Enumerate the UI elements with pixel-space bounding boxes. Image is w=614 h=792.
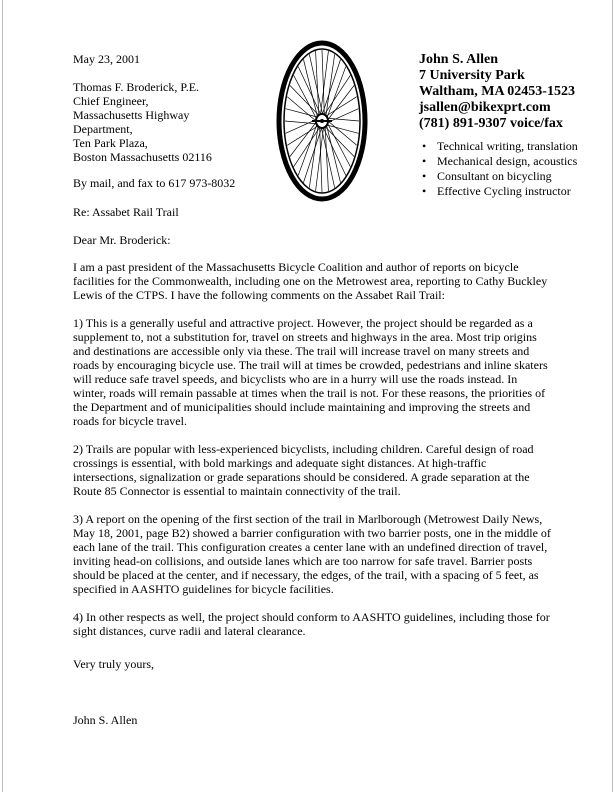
page-right-edge [612,0,613,792]
body-paragraph: 3) A report on the opening of the first section of the trail in Marlborough (Metrowest Daily News, May 18, 2001, page B2) showed a barrier configuration with two barrier posts, one in the middle of each lane of the trail. This configuration creates a center lane with an undefined direction of travel, inviting head-on collisions, and outside lanes which are too narrow for safe travel. Barrier posts should be placed at the center, and if necessary, the edges, of the trail, with a spacing of 5 feet, as specified in AASHTO guidelines for bicycle facilities. [73,512,551,596]
body-paragraph: I am a past president of the Massachusetts Bicycle Coalition and author of reports on bicycle facilities for the Commonwealth, including one on the Metrowest area, reporting to Cathy Buckley Lewis of the CTPS. I have the following comments on the Assabet Rail Trail: [73,260,548,302]
skill-label: Effective Cycling instructor [437,184,571,198]
letter-date: May 23, 2001 [73,52,140,66]
page-left-edge [2,0,3,792]
salutation: Dear Mr. Broderick: [73,233,171,247]
recipient-line: Boston Massachusetts 02116 [73,150,212,164]
wheel-spoke [326,124,340,182]
recipient-line: Massachusetts Highway [73,108,190,122]
wheel-spoke [320,126,322,192]
wheel-spoke [322,50,324,116]
bullet-icon: • [422,169,427,183]
bullet-icon: • [422,139,427,153]
recipient-line: Thomas F. Broderick, P.E. [73,80,200,94]
sender-city: Waltham, MA 02453-1523 [419,84,575,99]
recipient-address [73,80,212,164]
recipient-line: Department, [73,122,133,136]
skill-item [419,169,578,184]
subject-line: Re: Assabet Rail Trail [73,205,179,219]
recipient-line: Chief Engineer, [73,94,149,108]
letter-body [73,260,553,652]
skill-label: Consultant on bicycling [437,169,552,183]
bullet-icon: • [422,184,427,198]
body-paragraph: 1) This is a generally useful and attractive project. However, the project should be regarded as a supplement to, not a substitution for, travel on streets and highways in the area. Most trip origins and destinations are accessible only via these. The trail will increase travel on many streets and roads by encouraging bicycle use. The trail will at times be crowded, pedestrians and inline skaters will reduce safe travel speeds, and bicyclists who are in a hurry will use the roads instead. In winter, roads will remain passable at times when the trail is not. For these reasons, the priorities of the Department and of municipalities should include maintaining and improving the streets and roads for bicycle travel. [73,316,548,428]
skill-label: Technical writing, translation [437,139,578,153]
recipient-line: Ten Park Plaza, [73,136,148,150]
signature-name: John S. Allen [73,713,138,727]
skill-label: Mechanical design, acoustics [437,154,578,168]
letterhead [419,52,575,132]
delivery-method: By mail, and fax to 617 973-8032 [73,176,236,190]
skill-item [419,184,578,199]
skill-item [419,154,578,169]
body-paragraph: 2) Trails are popular with less-experienced bicyclists, including children. Careful design of road crossings is essential, with bold markings and adequate sight distances. At high-traffic intersections, signalization or grade separations should be considered. A grade separation at the Route 85 Connector is essential to maintain connectivity of the trail. [73,442,534,498]
sender-phone: (781) 891-9307 voice/fax [419,116,563,131]
closing: Very truly yours, [73,657,154,671]
bicycle-wheel-icon [276,40,368,202]
body-paragraph: 4) In other respects as well, the project should conform to AASHTO guidelines, including those for sight distances, curve radii and lateral clearance. [73,610,550,638]
bullet-icon: • [422,154,427,168]
sender-name: John S. Allen [419,52,498,67]
wheel-spoke [304,60,318,118]
skills-list [419,139,578,199]
sender-email: jsallen@bikexprt.com [419,100,551,115]
skill-item [419,139,578,154]
sender-street: 7 University Park [419,68,525,83]
